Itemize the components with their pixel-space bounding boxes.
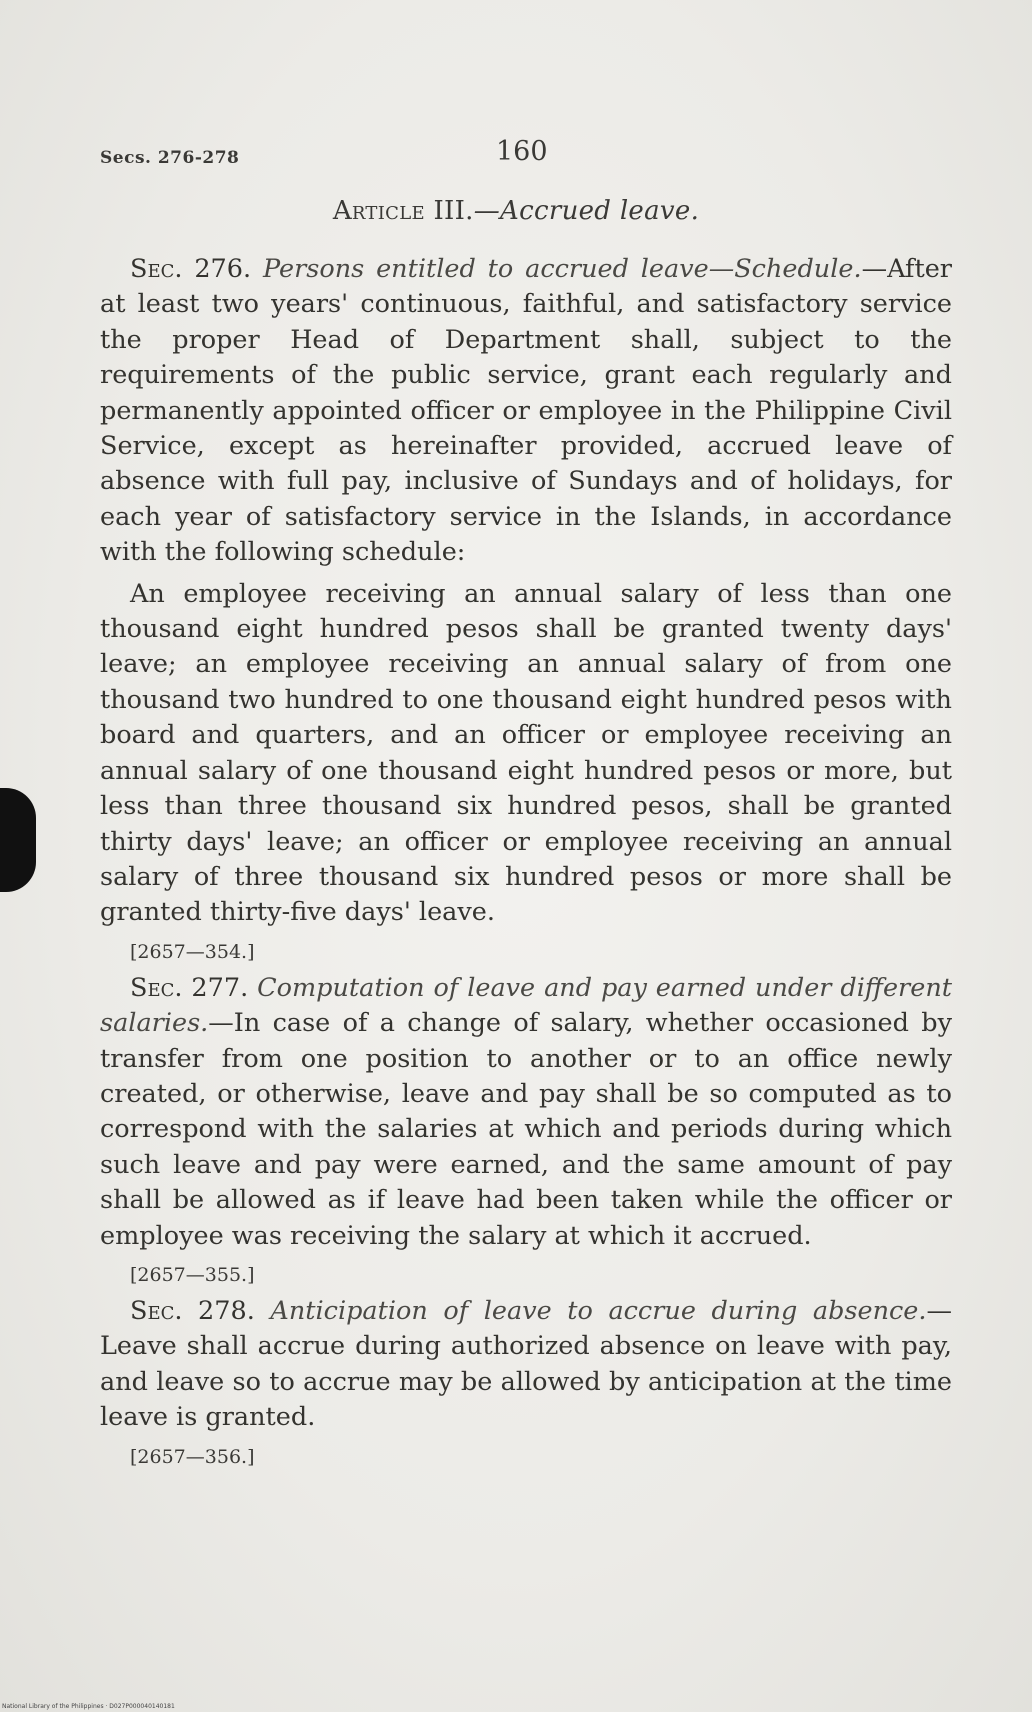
article-label: Article III. <box>332 196 474 226</box>
section-276-paragraph-1 <box>100 252 952 571</box>
section-catchline: Persons entitled to accrued leave—Schedule. <box>262 254 862 284</box>
section-citation: [2657—356.] <box>130 1445 255 1468</box>
section-citation: [2657—355.] <box>130 1263 255 1286</box>
section-text: —In case of a change of salary, whether occasioned by transfer from one position to another or to an office newly created, or otherwise, leave and pay shall be so computed as to correspond with the salaries at which and periods during which such leave and pay were earned, and the same amount of pay shall be allowed as if leave had been taken while the officer or employee was receiving the salary at which it accrued. <box>100 1008 952 1251</box>
page-body <box>100 252 952 1476</box>
binding-shadow <box>0 788 36 892</box>
section-276-paragraph-2 <box>100 577 952 931</box>
section-citation: [2657—354.] <box>130 940 255 963</box>
section-277-paragraph-1 <box>100 971 952 1254</box>
section-catchline: Anticipation of leave to accrue during absence. <box>270 1295 927 1326</box>
page-number: 160 <box>496 136 548 167</box>
section-278-paragraph-1 <box>100 1294 952 1436</box>
article-heading <box>0 196 1032 226</box>
section-label: Sec. 277. <box>130 972 249 1003</box>
section-text: —Leave shall accrue during authorized absence on leave with pay, and leave so to accrue may be allowed by anticipation at the time leave is granted. <box>100 1295 952 1433</box>
section-catchline: Computation of leave and pay earned under different salaries. <box>100 972 953 1039</box>
article-title: —Accrued leave. <box>473 196 700 226</box>
section-label: Sec. 276. <box>130 254 252 284</box>
scan-footer-tag: National Library of the Philippines · D027P000040140181 <box>2 1703 175 1710</box>
section-text: An employee receiving an annual salary of less than one thousand eight hundred pesos shall be granted twenty days' leave; an employee receiving an annual salary of from one thousand two hundred to one thousand eight hundred pesos with board and quarters, and an officer or employee receiving an annual salary of one thousand eight hundred pesos or more, but less than three thousand six hundred pesos, shall be granted thirty days' leave; an officer or employee receiving an annual salary of three thousand six hundred pesos or more shall be granted thirty-five days' leave. <box>100 578 952 928</box>
running-head: Secs. 276-278 <box>100 148 240 168</box>
section-text: —After at least two years' continuous, faithful, and satisfactory service the proper Head of Department shall, subject to the requirements of the public service, grant each regularly and permanently appointed officer or employee in the Philippine Civil Service, except as hereinafter provided, accrued leave of absence with full pay, inclusive of Sundays and of holidays, for each year of satisfactory service in the Islands, in accordance with the following schedule: <box>100 254 952 568</box>
section-label: Sec. 278. <box>130 1295 255 1326</box>
